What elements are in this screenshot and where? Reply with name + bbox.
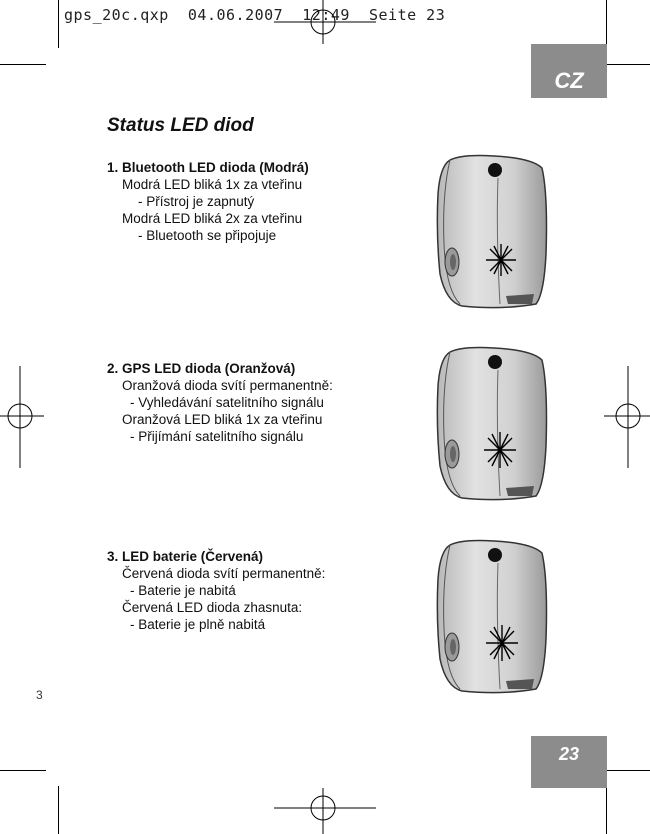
language-tab: CZ bbox=[531, 44, 607, 98]
gps-device-illustration-battery-led bbox=[432, 539, 552, 695]
section-sub-line: - Bluetooth se připojuje bbox=[138, 228, 277, 243]
gps-device-illustration-bluetooth-led bbox=[432, 154, 552, 310]
section-line: Oranžová LED bliká 1x za vteřinu bbox=[122, 412, 323, 427]
crop-mark-top-left-v bbox=[58, 0, 59, 48]
section-line: Modrá LED bliká 1x za vteřinu bbox=[122, 177, 303, 192]
section-sub-line: - Vyhledávání satelitního signálu bbox=[130, 395, 324, 410]
crop-mark-bottom-right-h bbox=[606, 770, 650, 771]
page-number: 23 bbox=[531, 736, 607, 788]
crop-mark-bottom-right-v bbox=[606, 786, 607, 834]
crop-mark-bottom-left-v bbox=[58, 786, 59, 834]
crop-mark-top-right-h bbox=[606, 64, 650, 65]
section-heading: 2. GPS LED dioda (Oranžová) bbox=[107, 361, 296, 376]
section-heading: 1. Bluetooth LED dioda (Modrá) bbox=[107, 160, 309, 175]
gps-device-illustration-gps-led bbox=[432, 346, 552, 502]
registration-mark-left bbox=[0, 366, 44, 468]
registration-mark-top bbox=[274, 0, 376, 44]
section-line: Modrá LED bliká 2x za vteřinu bbox=[122, 211, 303, 226]
crop-mark-top-right-v bbox=[606, 0, 607, 48]
print-slug: gps_20c.qxp 04.06.2007 12:49 Seite 23 bbox=[64, 6, 446, 24]
section-sub-line: - Baterie je plně nabitá bbox=[130, 617, 266, 632]
section-line: Oranžová dioda svítí permanentně: bbox=[122, 378, 333, 393]
section-sub-line: - Baterie je nabitá bbox=[130, 583, 236, 598]
section-heading: 3. LED baterie (Červená) bbox=[107, 549, 264, 564]
crop-mark-bottom-left-h bbox=[0, 770, 46, 771]
section-battery-led bbox=[107, 548, 325, 633]
page-title: Status LED diod bbox=[107, 115, 254, 136]
registration-mark-right bbox=[604, 366, 650, 468]
stray-mark: 3 bbox=[36, 688, 43, 702]
section-sub-line: - Přijímání satelitního signálu bbox=[130, 429, 304, 444]
section-gps-led bbox=[107, 360, 333, 445]
section-line: Červená dioda svítí permanentně: bbox=[122, 566, 326, 581]
crop-mark-top-left-h bbox=[0, 64, 46, 65]
section-line: Červená LED dioda zhasnuta: bbox=[122, 600, 303, 615]
registration-mark-bottom bbox=[274, 788, 376, 834]
section-sub-line: - Přístroj je zapnutý bbox=[138, 194, 255, 209]
section-bluetooth-led bbox=[107, 159, 309, 244]
